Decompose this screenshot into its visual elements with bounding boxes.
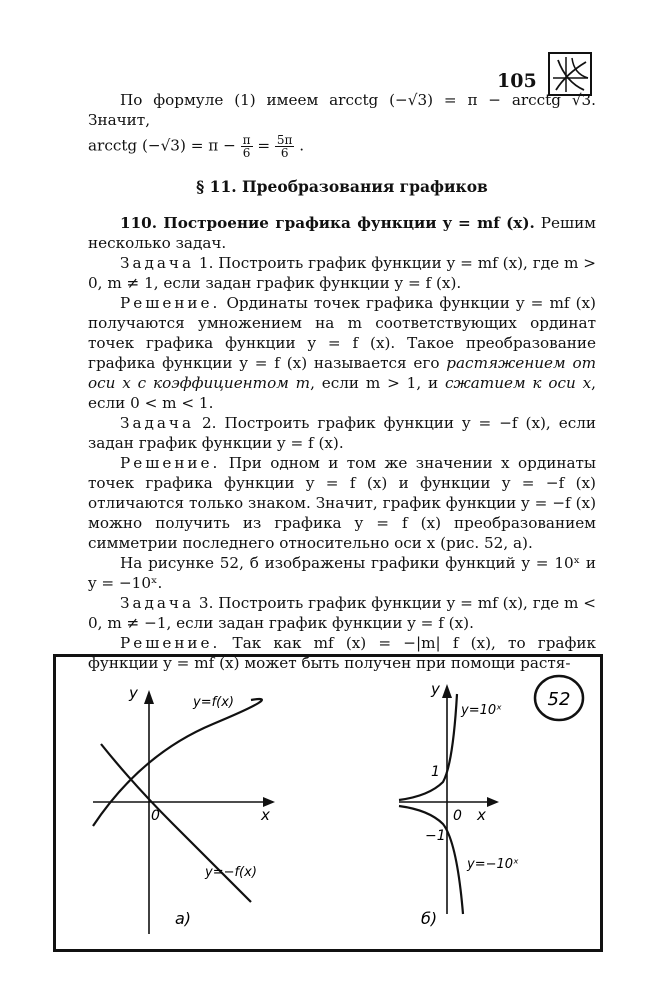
solution-3-text: Так как mf (x) = −|m| f (x), то график функции y = mf (x) может быть получен при помощи растя-: [88, 634, 596, 672]
figure-reference-paragraph: На рисунке 52, б изображены графики функций y = 10ˣ и y = −10ˣ.: [88, 554, 596, 592]
curve-minus-f-label: y=−f(x): [205, 865, 257, 880]
period: .: [299, 136, 305, 155]
figure-number: 52: [547, 689, 571, 710]
curve-minus-10x-label: y=−10ˣ: [467, 857, 519, 872]
curve-f-label: y=f(x): [193, 695, 234, 710]
x-axis-arrow-b: [487, 797, 499, 807]
fraction-denominator: 6: [242, 146, 251, 160]
task-2: [88, 413, 596, 453]
solution-1-italic-a: растяжением от оси x с коэффициентом m: [88, 354, 596, 392]
caption-b: б): [421, 909, 438, 928]
panel-b: [399, 680, 519, 928]
solution-2: [88, 453, 596, 553]
task-1-text: 1. Построить график функции y = mf (x), где m > 0, m ≠ 1, если задан график функции y = f (x).: [88, 254, 596, 292]
origin-label-a: 0: [151, 808, 160, 824]
task-2-text: 2. Построить график функции y = −f (x), если задан график функции y = f (x).: [88, 414, 596, 452]
fraction-5pi-6: [275, 134, 295, 159]
solution-label: Решение.: [120, 294, 221, 312]
item-110: [88, 213, 596, 253]
section-title: § 11. Преобразования графиков: [196, 177, 488, 196]
x-axis-label-b: x: [477, 806, 486, 824]
solution-1: [88, 293, 596, 413]
task-3-text: 3. Построить график функции y = mf (x), где m < 0, m ≠ −1, если задан график функции y = f (x).: [88, 594, 596, 632]
item-110-text: Решим несколько задач.: [88, 214, 597, 252]
x-axis-label-a: x: [261, 806, 270, 824]
figure-52: [53, 654, 603, 952]
task-1: [88, 253, 596, 293]
task-label: Задача: [120, 414, 195, 432]
tick-label-1: 1: [431, 764, 440, 780]
y-axis-label-a: y: [129, 684, 138, 702]
tick-label-minus-1: −1: [425, 828, 446, 844]
solution-label: Решение.: [120, 454, 221, 472]
solution-1-italic-b: сжатием к оси x: [444, 374, 592, 392]
fraction-numerator: π: [242, 133, 251, 147]
task-label: Задача: [120, 254, 195, 272]
page-text: [88, 90, 596, 673]
equals-sign: =: [257, 136, 271, 155]
task-3: [88, 593, 596, 633]
formula-line-1: По формуле (1) имеем arcctg (−√3) = π − arcctg √3. Значит,: [88, 91, 596, 129]
fraction-pi-6: [241, 134, 253, 159]
curve-10x: [399, 694, 457, 800]
y-axis-label-b: y: [431, 680, 440, 698]
solution-1-text-b: , если m > 1, и: [310, 374, 445, 392]
panel-a: [93, 684, 275, 934]
curve-10x-label: y=10ˣ: [461, 703, 502, 718]
fraction-denominator: 6: [280, 146, 289, 160]
solution-1-text-c: , если 0 < m < 1.: [88, 374, 596, 412]
solution-2-text: При одном и том же значении x ординаты точек графика функции y = f (x) и функции y = −f (x) отличаются только знаком. Значит, график функции y = −f (x) можно получить из графика y = f (x) преобразованием симметрии последнего относительно оси x (рис. 52, а).: [88, 454, 596, 552]
solution-label: Решение.: [120, 634, 221, 652]
formula-lhs: arcctg (−√3) = π −: [88, 136, 236, 155]
task-label: Задача: [120, 594, 195, 612]
fraction-numerator: 5π: [276, 133, 293, 147]
origin-label-b: 0: [453, 808, 462, 824]
curve-f: [93, 699, 262, 826]
formula-line-2: [88, 134, 596, 159]
y-axis-arrow-a: [144, 690, 154, 704]
page-number: 105: [497, 70, 537, 92]
item-110-heading: 110. Построение графика функции y = mf (x).: [120, 214, 535, 232]
solution-1-text-a: Ординаты точек графика функции y = mf (x) получаются умножением на m соответствующих ординат точек графика функции y = f (x). Такое преобразование графика функции y = f (x) называется его: [88, 294, 596, 372]
caption-a: а): [175, 909, 192, 928]
y-axis-arrow-b: [442, 684, 452, 698]
